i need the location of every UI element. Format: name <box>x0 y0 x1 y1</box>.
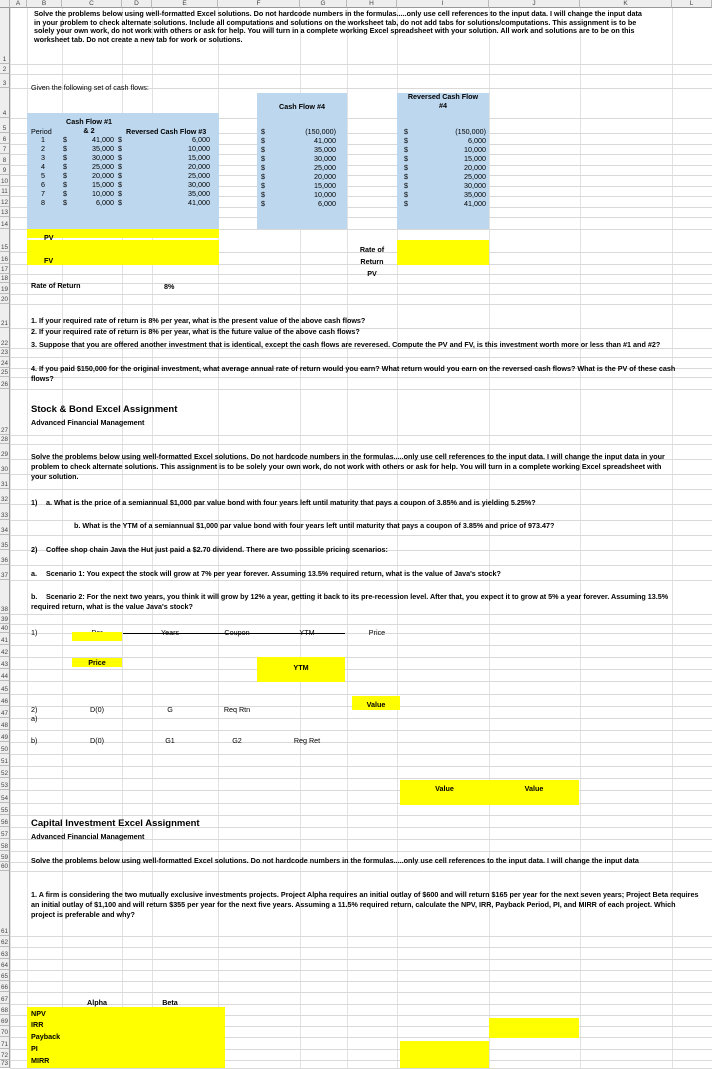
row-header-47[interactable]: 47 <box>0 706 10 718</box>
dollar-sign: $ <box>404 190 408 199</box>
cf4-header: Cash Flow #4 <box>279 102 325 111</box>
fv-cell[interactable] <box>27 240 219 265</box>
row-gridline <box>10 614 712 615</box>
row-header-11[interactable]: 11 <box>0 186 10 197</box>
row-header-20[interactable]: 20 <box>0 296 8 303</box>
row-gridline <box>10 959 712 960</box>
row-header-40[interactable]: 40 <box>0 625 8 632</box>
section3-subtitle: Advanced Financial Management <box>31 832 145 841</box>
rate-label: Rate of Return <box>31 281 81 290</box>
pi-label: PI <box>31 1044 38 1053</box>
row-header-34[interactable]: 34 <box>0 520 10 535</box>
column-header-k[interactable]: K <box>580 0 672 8</box>
row-header-2[interactable]: 2 <box>0 64 10 74</box>
irr-label: IRR <box>31 1020 44 1029</box>
row-header-58[interactable]: 58 <box>0 839 10 851</box>
cf4-value: 6,000 <box>318 199 336 208</box>
rev3-value: 41,000 <box>188 198 210 207</box>
rev4-value: 25,000 <box>464 172 486 181</box>
row-header-35[interactable]: 35 <box>0 535 10 550</box>
column-header-l[interactable]: L <box>672 0 712 8</box>
row-header-72[interactable]: 72 <box>0 1049 10 1060</box>
row-header-69[interactable]: 69 <box>0 1015 10 1026</box>
alpha-header: Alpha <box>87 998 107 1007</box>
cf12-value: 30,000 <box>92 153 114 162</box>
column-header-i[interactable]: I <box>397 0 489 8</box>
row-header-70[interactable]: 70 <box>0 1026 10 1037</box>
dollar-sign: $ <box>261 181 265 190</box>
reversed-cf4-header-line1: Reversed Cash Flow <box>407 92 479 101</box>
row-header-65[interactable]: 65 <box>0 970 10 981</box>
row-header-44[interactable]: 44 <box>0 669 10 681</box>
qa-number: a. <box>31 569 37 578</box>
row-header-27[interactable]: 27 <box>0 389 10 435</box>
period-cell: 3 <box>41 153 45 162</box>
ror-label-line3: PV <box>367 269 377 278</box>
column-header-d[interactable]: D <box>122 0 152 8</box>
row-gridline <box>10 64 712 65</box>
cf4-value: 20,000 <box>314 172 336 181</box>
row-header-67[interactable]: 67 <box>0 992 10 1003</box>
row-header-52[interactable]: 52 <box>0 766 10 778</box>
par-input[interactable] <box>72 632 122 641</box>
row-header-38[interactable]: 38 <box>0 580 10 614</box>
cf4-value: 25,000 <box>314 163 336 172</box>
row-header-1[interactable]: 1 <box>0 8 10 64</box>
section2-title: Stock & Bond Excel Assignment <box>31 404 178 415</box>
row-gridline <box>10 936 712 937</box>
row-gridline <box>10 718 712 719</box>
g-header: G <box>167 705 173 714</box>
dollar-sign: $ <box>118 135 122 144</box>
row-header-42[interactable]: 42 <box>0 645 10 657</box>
rev4-value: 35,000 <box>464 190 486 199</box>
row-gridline <box>10 304 712 305</box>
coupon-header: Coupon <box>224 628 250 637</box>
period-header: Period <box>31 127 52 136</box>
row-header-55[interactable]: 55 <box>0 803 10 815</box>
row-header-6[interactable]: 6 <box>0 133 10 144</box>
fv-label: FV <box>44 256 54 265</box>
dollar-sign: $ <box>261 172 265 181</box>
row-header-23[interactable]: 23 <box>0 349 8 356</box>
cf12-value: 25,000 <box>92 162 114 171</box>
dollar-sign: $ <box>63 198 67 207</box>
row-header-32[interactable]: 32 <box>0 489 10 504</box>
row-gridline <box>10 535 712 536</box>
row-header-9[interactable]: 9 <box>0 165 10 176</box>
req-rtn-header: Req Rtn <box>223 705 251 714</box>
dollar-sign: $ <box>404 154 408 163</box>
capital-question: 1. A firm is considering the two mutually exclusive investments projects. Project Alpha requires an initial outlay of $600 and will return $165 per year for the next seven years; Project Beta requires an initial outlay of $1,100 and will return $355 per year for the next five years. Assuming a 11.5% required return, calculate the NPV, IRR, Payback Period, PI, and MIRR of each project. Which project is preferable and why? <box>31 890 699 919</box>
pi-answer[interactable] <box>400 1041 489 1068</box>
row-header-4[interactable]: 4 <box>0 88 10 118</box>
ror-label-line2: Return <box>360 257 384 266</box>
cf4-value: 10,000 <box>314 190 336 199</box>
header-underline <box>123 633 345 634</box>
d0-header: D(0) <box>90 705 104 714</box>
a-label: a) <box>31 714 38 723</box>
rev4-value: 30,000 <box>464 181 486 190</box>
dollar-sign: $ <box>404 136 408 145</box>
ror-label-line1: Rate of <box>359 245 385 254</box>
rev3-value: 10,000 <box>188 144 210 153</box>
row-header-46[interactable]: 46 <box>0 694 10 706</box>
dollar-sign: $ <box>261 163 265 172</box>
cf12-value: 20,000 <box>92 171 114 180</box>
column-header-a[interactable]: A <box>10 0 27 8</box>
value-a-label: Value <box>366 700 386 709</box>
row-gridline <box>10 851 712 852</box>
dollar-sign: $ <box>63 144 67 153</box>
price-header: Price <box>368 628 386 637</box>
row-header-62[interactable]: 62 <box>0 936 10 947</box>
row-header-10[interactable]: 10 <box>0 175 10 186</box>
question-1: 1. If your required rate of return is 8% per year, what is the present value of the above cash flows? <box>31 316 366 325</box>
row-header-53[interactable]: 53 <box>0 778 10 790</box>
row-header-3[interactable]: 3 <box>0 74 10 88</box>
column-header-g[interactable]: G <box>300 0 347 8</box>
column-header-j[interactable]: J <box>489 0 580 8</box>
section3-instructions: Solve the problems below using well-formatted Excel solutions. Do not hardcode numbers in the formulas.....only use cell references to the input data. I will change the input data <box>31 856 639 865</box>
rev4-value: 10,000 <box>464 145 486 154</box>
g1-header: G1 <box>165 736 175 745</box>
row-header-41[interactable]: 41 <box>0 633 10 645</box>
row-gridline <box>10 624 712 625</box>
row-header-16[interactable]: 16 <box>0 252 10 264</box>
row-header-60[interactable]: 60 <box>0 863 8 870</box>
reversed-cf3-header: Reversed Cash Flow #3 <box>126 127 207 136</box>
row-header-54[interactable]: 54 <box>0 790 10 802</box>
q1b-text: b. What is the YTM of a semiannual $1,000 par value bond with four years left until maturity that pays a coupon of 3.85% and price of 973.47? <box>74 521 555 530</box>
dollar-sign: $ <box>118 198 122 207</box>
select-all-corner[interactable] <box>0 0 10 8</box>
ytm-label: YTM <box>293 663 309 672</box>
reg-ret-header: Reg Ret <box>293 736 321 745</box>
row-header-18[interactable]: 18 <box>0 275 8 282</box>
reversed-cf4-header-line2: #4 <box>439 101 447 110</box>
row-header-31[interactable]: 31 <box>0 474 10 489</box>
ytm-header: YTM <box>299 628 315 637</box>
cf12-value: 41,000 <box>92 135 114 144</box>
dollar-sign: $ <box>404 199 408 208</box>
rev3-value: 25,000 <box>188 171 210 180</box>
row-header-61[interactable]: 61 <box>0 871 10 936</box>
pv-cell[interactable] <box>27 229 219 238</box>
row-header-51[interactable]: 51 <box>0 754 10 766</box>
value-b2-label: Value <box>524 784 544 793</box>
row-header-71[interactable]: 71 <box>0 1037 10 1048</box>
pv-label: PV <box>44 233 54 242</box>
row-gridline <box>10 778 712 779</box>
dollar-sign: $ <box>261 199 265 208</box>
g2-header: G2 <box>232 736 242 745</box>
irr-answer[interactable] <box>489 1018 579 1038</box>
stock-num: 2) <box>31 705 38 714</box>
row-header-28[interactable]: 28 <box>0 436 8 443</box>
rev4-value: 41,000 <box>464 199 486 208</box>
dollar-sign: $ <box>404 181 408 190</box>
payback-label: Payback <box>31 1032 61 1041</box>
beta-header: Beta <box>162 998 178 1007</box>
row-header-56[interactable]: 56 <box>0 815 10 827</box>
period-cell: 5 <box>41 171 45 180</box>
dollar-sign: $ <box>261 127 265 136</box>
row-header-15[interactable]: 15 <box>0 229 10 252</box>
cf12-header-line2: & 2 <box>83 126 95 135</box>
row-gridline <box>10 970 712 971</box>
bond-num: 1) <box>31 628 38 637</box>
row-gridline <box>10 803 712 804</box>
dollar-sign: $ <box>63 171 67 180</box>
row-header-57[interactable]: 57 <box>0 827 10 839</box>
dollar-sign: $ <box>404 145 408 154</box>
row-gridline <box>10 766 712 767</box>
dollar-sign: $ <box>261 145 265 154</box>
section3-title: Capital Investment Excel Assignment <box>31 818 200 829</box>
column-header-f[interactable]: F <box>218 0 300 8</box>
price-label: Price <box>88 658 106 667</box>
row-gridline <box>10 389 712 390</box>
rev3-value: 6,000 <box>192 135 210 144</box>
row-header-7[interactable]: 7 <box>0 144 10 155</box>
rate-value[interactable]: 8% <box>164 282 175 291</box>
period-cell: 1 <box>41 135 45 144</box>
row-header-39[interactable]: 39 <box>0 616 8 623</box>
cf12-header-line1: Cash Flow #1 <box>66 117 112 126</box>
cf12-value: 35,000 <box>92 144 114 153</box>
row-header-43[interactable]: 43 <box>0 657 10 669</box>
rev3-value: 20,000 <box>188 162 210 171</box>
period-cell: 2 <box>41 144 45 153</box>
row-gridline <box>10 435 712 436</box>
column-header-h[interactable]: H <box>347 0 397 8</box>
row-gridline <box>10 871 712 872</box>
row-header-5[interactable]: 5 <box>0 118 10 133</box>
dollar-sign: $ <box>404 172 408 181</box>
row-header-66[interactable]: 66 <box>0 981 10 992</box>
cf4-value: 30,000 <box>314 154 336 163</box>
dollar-sign: $ <box>63 162 67 171</box>
row-header-36[interactable]: 36 <box>0 550 10 565</box>
period-cell: 7 <box>41 189 45 198</box>
cf12-value: 6,000 <box>96 198 114 207</box>
qa-text: Scenario 1: You expect the stock will grow at 7% per year forever. Assuming 13.5% required return, what is the value of Java's stock? <box>46 569 501 578</box>
row-header-45[interactable]: 45 <box>0 681 10 693</box>
column-header-e[interactable]: E <box>152 0 218 8</box>
row-gridline <box>10 947 712 948</box>
cf4-value: 35,000 <box>314 145 336 154</box>
row-gridline <box>10 565 712 566</box>
section2-instructions: Solve the problems below using well-formatted Excel solutions. Do not hardcode numbers in the formulas.....only use cell references to the input data. I will change the input data in your problem to check alternate solutions. This assignment is to be solely your own work, do not work with others or ask for help. You will turn in a complete working Excel spreadsheet with your solution. <box>31 452 665 481</box>
row-header-68[interactable]: 68 <box>0 1004 10 1015</box>
rate-of-return-pv-cell[interactable] <box>397 240 489 265</box>
row-gridline <box>10 992 712 993</box>
row-header-73[interactable]: 73 <box>0 1060 8 1067</box>
row-header-49[interactable]: 49 <box>0 730 10 742</box>
b-label: b) <box>31 736 38 745</box>
dollar-sign: $ <box>63 189 67 198</box>
question-2: 2. If your required rate of return is 8% per year, what is the future value of the above cash flows? <box>31 327 360 336</box>
row-header-17[interactable]: 17 <box>0 266 8 273</box>
dollar-sign: $ <box>63 180 67 189</box>
row-header-33[interactable]: 33 <box>0 504 10 519</box>
row-header-30[interactable]: 30 <box>0 459 10 474</box>
column-header-b[interactable]: B <box>27 0 62 8</box>
row-gridline <box>10 981 712 982</box>
dollar-sign: $ <box>404 163 408 172</box>
value-b1-label: Value <box>435 784 454 793</box>
years-header: Years <box>160 628 180 637</box>
row-gridline <box>10 754 712 755</box>
row-gridline <box>10 815 712 816</box>
row-header-48[interactable]: 48 <box>0 718 10 730</box>
cf4-value: 41,000 <box>314 136 336 145</box>
column-header-c[interactable]: C <box>62 0 122 8</box>
q1a-text: a. What is the price of a semiannual $1,000 par value bond with four years left until maturity that pays a coupon of 3.85% and is yielding 5.25%? <box>46 498 536 507</box>
row-gridline <box>10 730 712 731</box>
dollar-sign: $ <box>261 136 265 145</box>
period-cell: 6 <box>41 180 45 189</box>
dollar-sign: $ <box>63 153 67 162</box>
cf4-value: (150,000) <box>305 127 336 136</box>
row-header-29[interactable]: 29 <box>0 444 10 459</box>
mirr-label: MIRR <box>31 1056 50 1065</box>
column-gridline <box>10 8 11 1068</box>
dollar-sign: $ <box>118 153 122 162</box>
dollar-sign: $ <box>118 189 122 198</box>
period-cell: 4 <box>41 162 45 171</box>
row-header-14[interactable]: 14 <box>0 217 10 229</box>
section2-subtitle: Advanced Financial Management <box>31 418 145 427</box>
row-header-8[interactable]: 8 <box>0 154 10 165</box>
row-header-64[interactable]: 64 <box>0 959 10 970</box>
qb-text: Scenario 2: For the next two years, you think it will grow by 12% a year, getting it back to its pre-recession level. After that, you expect it to grow at 5% a year forever. Assuming 13.5% required return, what is the value Java's stock? <box>31 592 669 611</box>
npv-label: NPV <box>31 1009 46 1018</box>
row-header-22[interactable]: 22 <box>0 328 10 348</box>
row-gridline <box>10 294 712 295</box>
dollar-sign: $ <box>63 135 67 144</box>
row-gridline <box>10 489 712 490</box>
row-header-21[interactable]: 21 <box>0 304 10 328</box>
row-gridline <box>10 283 712 284</box>
d0-header-b: D(0) <box>90 736 104 745</box>
question-3: 3. Suppose that you are offered another investment that is identical, except the cash flows are reveresed. Compute the PV and FV, is this investment worth more or less than #1 and #2? <box>31 340 661 349</box>
row-header-12[interactable]: 12 <box>0 196 10 207</box>
cf12-value: 10,000 <box>92 189 114 198</box>
row-header-13[interactable]: 13 <box>0 207 10 218</box>
row-header-63[interactable]: 63 <box>0 947 10 958</box>
dollar-sign: $ <box>118 171 122 180</box>
rev4-value: 20,000 <box>464 163 486 172</box>
row-header-37[interactable]: 37 <box>0 565 10 580</box>
dollar-sign: $ <box>404 127 408 136</box>
row-header-26[interactable]: 26 <box>0 377 10 389</box>
row-gridline <box>10 580 712 581</box>
rev3-value: 35,000 <box>188 189 210 198</box>
given-label: Given the following set of cash flows: <box>31 83 149 92</box>
period-cell: 8 <box>41 198 45 207</box>
row-gridline <box>10 444 712 445</box>
row-header-24[interactable]: 24 <box>0 357 10 368</box>
qb-number: b. <box>31 592 38 601</box>
rev3-value: 30,000 <box>188 180 210 189</box>
q1a-number: 1) <box>31 498 38 507</box>
q2-text: Coffee shop chain Java the Hut just paid a $2.70 dividend. There are two possible pricing scenarios: <box>46 545 388 554</box>
dollar-sign: $ <box>261 190 265 199</box>
dollar-sign: $ <box>261 154 265 163</box>
rev3-value: 15,000 <box>188 153 210 162</box>
row-gridline <box>10 74 712 75</box>
cf12-value: 15,000 <box>92 180 114 189</box>
dollar-sign: $ <box>118 162 122 171</box>
dollar-sign: $ <box>118 144 122 153</box>
question-4: 4. If you paid $150,000 for the original investment, what average annual rate of return would you earn? What return would you earn on the reversed cash flows? What is the PV of these cash flows? <box>31 364 676 383</box>
row-header-50[interactable]: 50 <box>0 742 10 754</box>
row-gridline <box>10 694 712 695</box>
dollar-sign: $ <box>118 180 122 189</box>
row-gridline <box>10 790 712 791</box>
row-header-19[interactable]: 19 <box>0 283 10 294</box>
q2-number: 2) <box>31 545 38 554</box>
rev4-value: 15,000 <box>464 154 486 163</box>
row-header-59[interactable]: 59 <box>0 851 10 862</box>
instructions-text: Solve the problems below using well-formatted Excel solutions. Do not hardcode numbers in the formulas.....only use cell references to the input data. I will change the input data in your problem to check alternate solutions. Include all computations and solutions on the worksheet tab, do not add tabs for solutions/computations. This assignment is to be solely your own work, do not work with others or ask for help. You will turn in a complete working Excel spreadsheet with your solution. All work and solutions are to be on this worksheet tab. Do not create a new tab for work or solutions. <box>34 9 642 44</box>
rev4-value: 6,000 <box>468 136 486 145</box>
row-header-25[interactable]: 25 <box>0 369 8 376</box>
row-gridline <box>10 357 712 358</box>
rev4-value: (150,000) <box>455 127 486 136</box>
cf4-value: 15,000 <box>314 181 336 190</box>
row-gridline <box>10 681 712 682</box>
row-gridline <box>10 645 712 646</box>
row-gridline <box>10 669 712 670</box>
